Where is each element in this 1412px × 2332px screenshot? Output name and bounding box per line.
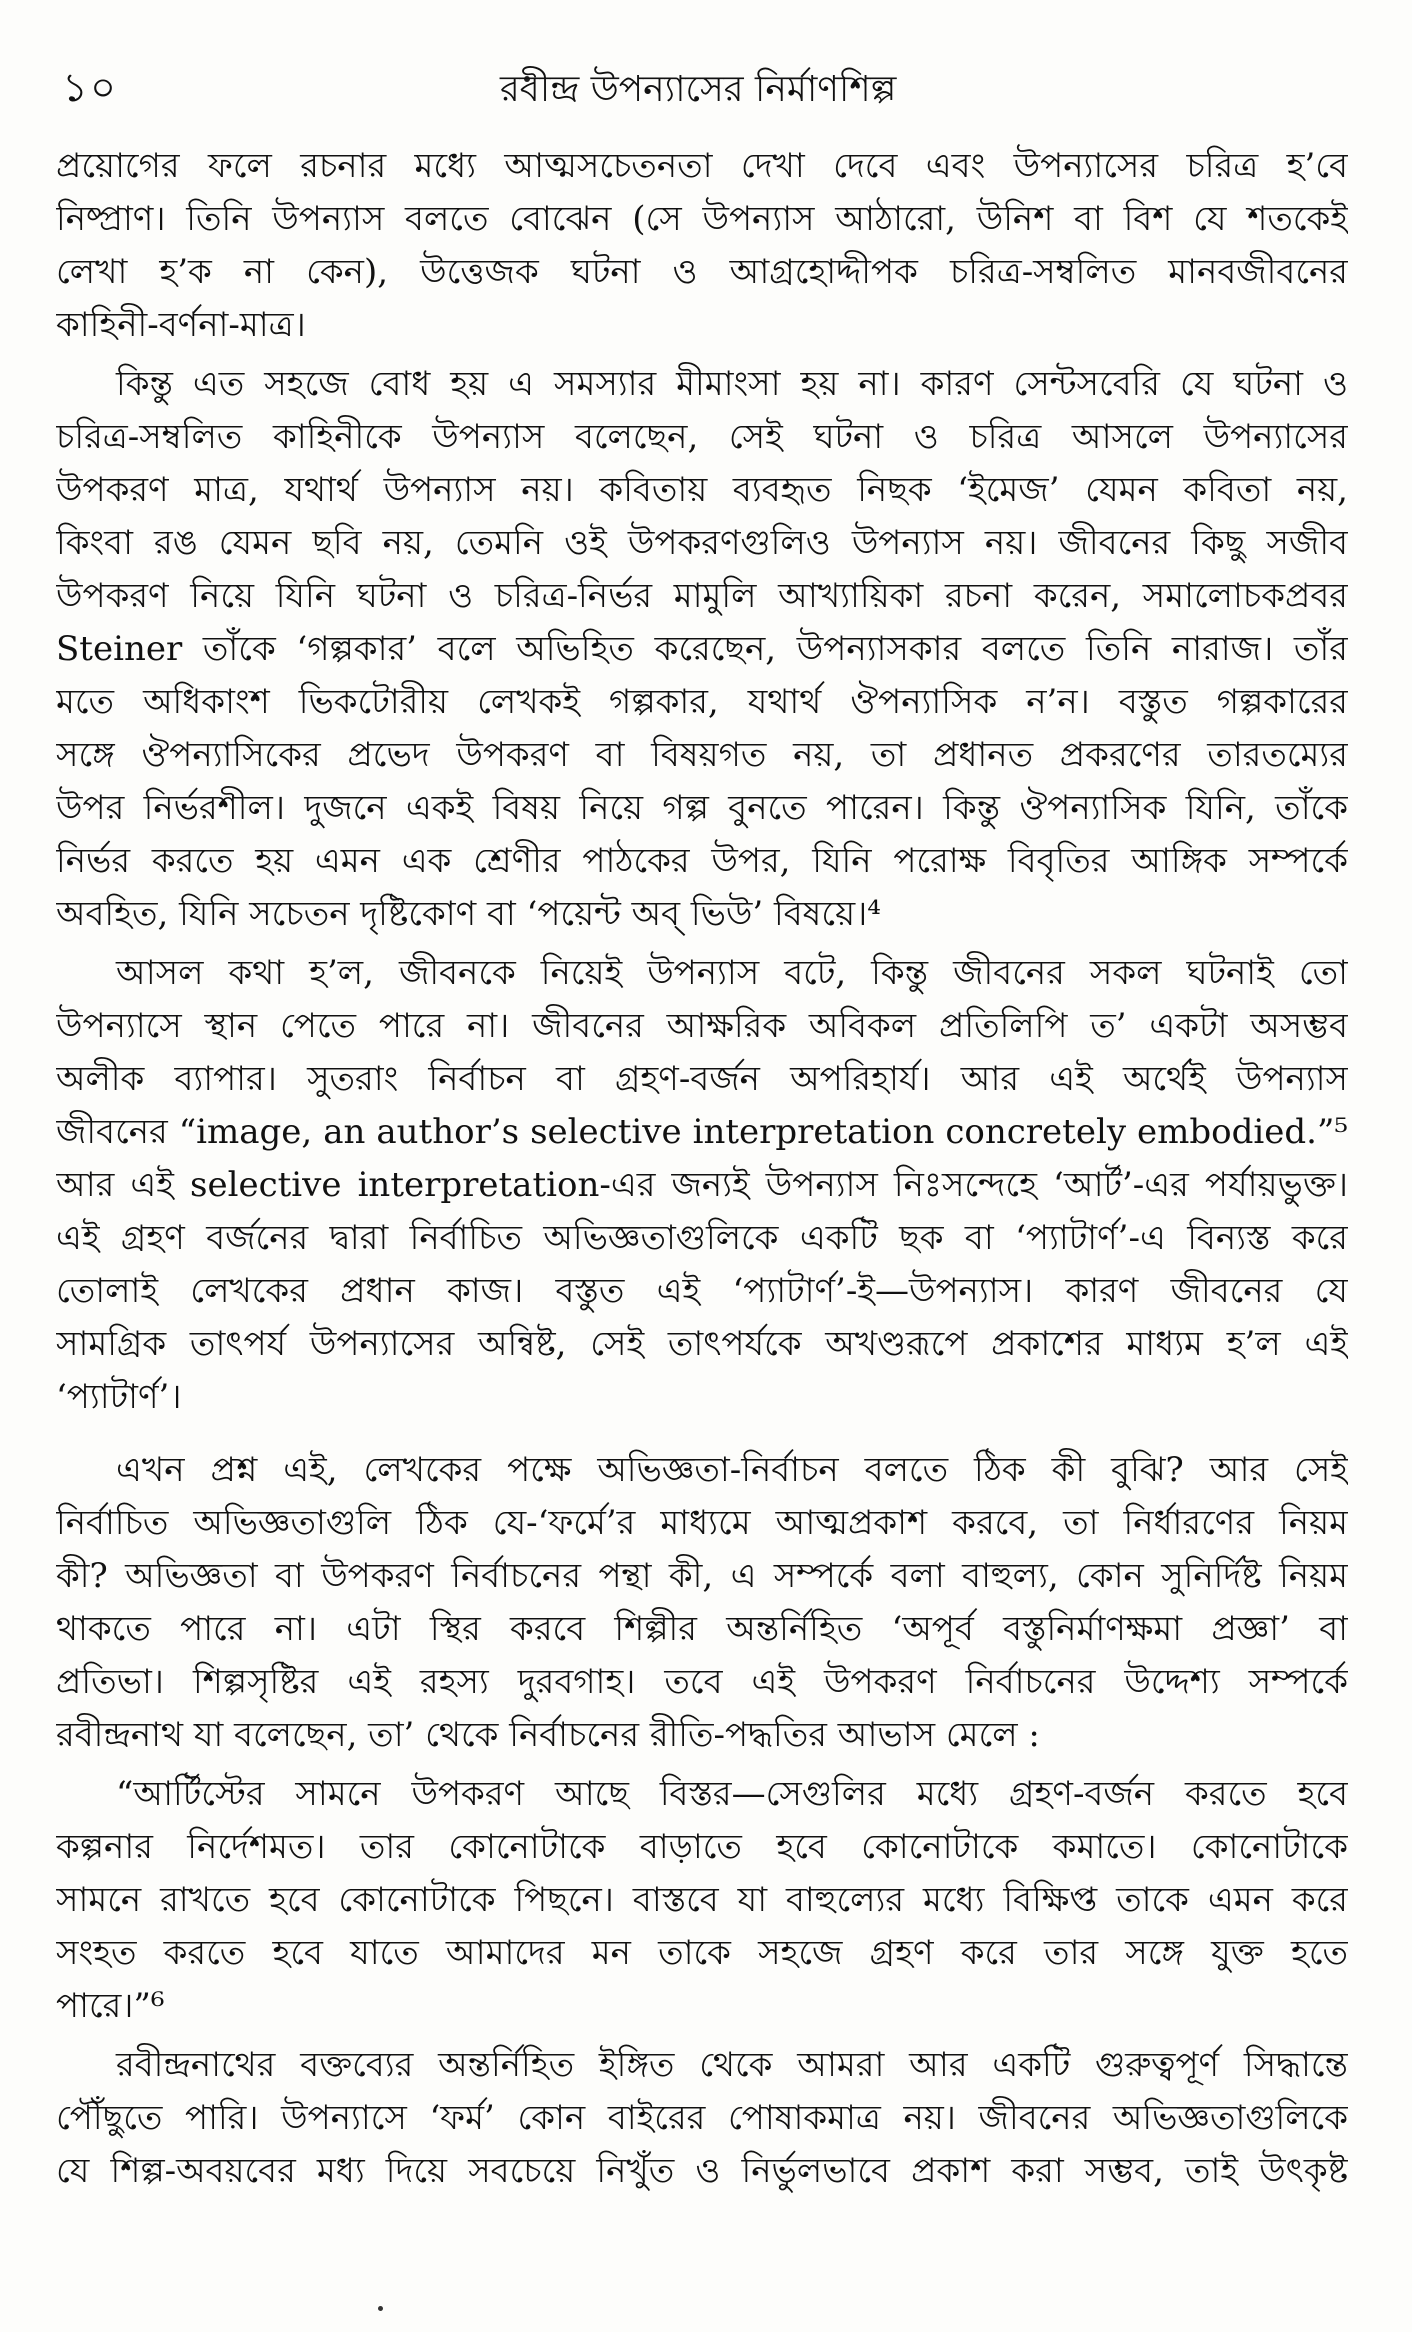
paragraph-1 — [56, 140, 1348, 352]
text-line: লেখা হ’ক না কেন), উত্তেজক ঘটনা ও আগ্রহোদ্দীপক চরিত্র-সম্বলিত মানবজীবনের — [56, 252, 1348, 292]
text-line: কাহিনী-বর্ণনা-মাত্র। — [56, 305, 306, 345]
text-line: জীবনের “image, an author’s selective interpretation concretely embodied.”⁵ — [56, 1112, 1348, 1152]
text-line: মতে অধিকাংশ ভিকটোরীয় লেখকই গল্পকার, যথার্থ ঔপন্যাসিক ন’ন। বস্তুত গল্পকারের — [56, 682, 1348, 722]
text-line: কী? অভিজ্ঞতা বা উপকরণ নির্বাচনের পন্থা কী, এ সম্পর্কে বলা বাহুল্য, কোন সুনির্দিষ্ট নিয়ম — [56, 1556, 1348, 1596]
footer-dot — [378, 2306, 383, 2311]
paragraph-3 — [56, 947, 1348, 1424]
text-line: রবীন্দ্রনাথ যা বলেছেন, তা’ থেকে নির্বাচনের রীতি-পদ্ধতির আভাস মেলে : — [56, 1715, 1040, 1755]
text-line: কিংবা রঙ যেমন ছবি নয়, তেমনি ওই উপকরণগুলিও উপন্যাস নয়। জীবনের কিছু সজীব — [56, 523, 1348, 563]
text-line: কল্পনার নির্দেশমত। তার কোনোটাকে বাড়াতে হবে কোনোটাকে কমাতে। কোনোটাকে — [56, 1827, 1348, 1867]
text-line: যে শিল্প-অবয়বের মধ্য দিয়ে সবচেয়ে নিখুঁত ও নির্ভুলভাবে প্রকাশ করা সম্ভব, তাই উৎকৃষ্ট — [56, 2151, 1348, 2191]
text-line: প্রতিভা। শিল্পসৃষ্টির এই রহস্য দুরবগাহ। তবে এই উপকরণ নির্বাচনের উদ্দেশ্য সম্পর্কে — [56, 1662, 1348, 1702]
text-line: Steiner তাঁকে ‘গল্পকার’ বলে অভিহিত করেছেন, উপন্যাসকার বলতে তিনি নারাজ। তাঁর — [56, 629, 1348, 669]
text-line: তোলাই লেখকের প্রধান কাজ। বস্তুত এই ‘প্যাটার্ণ’-ই—উপন্যাস। কারণ জীবনের যে — [56, 1271, 1348, 1311]
running-title: রবীন্দ্র উপন্যাসের নির্মাণশিল্প — [500, 69, 897, 110]
text-line: “আর্টিস্টের সামনে উপকরণ আছে বিস্তর—সেগুলির মধ্যে গ্রহণ-বর্জন করতে হবে — [116, 1774, 1348, 1814]
paragraph-gap — [56, 1430, 1348, 1444]
text-line: সঙ্গে ঔপন্যাসিকের প্রভেদ উপকরণ বা বিষয়গত নয়, তা প্রধানত প্রকরণের তারতম্যের — [56, 735, 1348, 775]
text-line: অবহিত, যিনি সচেতন দৃষ্টিকোণ বা ‘পয়েন্ট অব্ ভিউ’ বিষয়ে।⁴ — [56, 894, 881, 934]
text-line: সামগ্রিক তাৎপর্য উপন্যাসের অন্বিষ্ট, সেই তাৎপর্যকে অখণ্ডরূপে প্রকাশের মাধ্যম হ’ল এই — [56, 1324, 1348, 1364]
text-line: পারে।”⁶ — [56, 1986, 165, 2026]
text-line: থাকতে পারে না। এটা স্থির করবে শিল্পীর অন্তর্নিহিত ‘অপূর্ব বস্তুনির্মাণক্ষমা প্রজ্ঞা’ বা — [56, 1609, 1348, 1649]
body-text — [56, 140, 1348, 2204]
text-line: এই গ্রহণ বর্জনের দ্বারা নির্বাচিত অভিজ্ঞতাগুলিকে একটি ছক বা ‘প্যাটার্ণ’-এ বিন্যস্ত করে — [56, 1218, 1348, 1258]
text-line: এখন প্রশ্ন এই, লেখকের পক্ষে অভিজ্ঞতা-নির্বাচন বলতে ঠিক কী বুঝি? আর সেই — [116, 1450, 1348, 1490]
text-line: চরিত্র-সম্বলিত কাহিনীকে উপন্যাস বলেছেন, সেই ঘটনা ও চরিত্র আসলে উপন্যাসের — [56, 417, 1348, 457]
text-line: উপকরণ নিয়ে যিনি ঘটনা ও চরিত্র-নির্ভর মামুলি আখ্যায়িকা রচনা করেন, সমালোচকপ্রবর — [56, 576, 1348, 616]
page-number: ১০ — [62, 65, 118, 111]
text-line: উপন্যাসে স্থান পেতে পারে না। জীবনের আক্ষরিক অবিকল প্রতিলিপি ত’ একটা অসম্ভব — [56, 1006, 1348, 1046]
text-line: প্রয়োগের ফলে রচনার মধ্যে আত্মসচেতনতা দেখা দেবে এবং উপন্যাসের চরিত্র হ’বে — [56, 146, 1348, 186]
text-line: রবীন্দ্রনাথের বক্তব্যের অন্তর্নিহিত ইঙ্গিত থেকে আমরা আর একটি গুরুত্বপূর্ণ সিদ্ধান্তে — [116, 2045, 1348, 2085]
text-line: নির্ভর করতে হয় এমন এক শ্রেণীর পাঠকের উপর, যিনি পরোক্ষ বিবৃতির আঙ্গিক সম্পর্কে — [56, 841, 1348, 881]
text-line: সামনে রাখতে হবে কোনোটাকে পিছনে। বাস্তবে যা বাহুল্যের মধ্যে বিক্ষিপ্ত তাকে এমন করে — [56, 1880, 1348, 1920]
block-quote — [56, 1768, 1348, 2033]
text-line: কিন্তু এত সহজে বোধ হয় এ সমস্যার মীমাংসা হয় না। কারণ সেন্টসবেরি যে ঘটনা ও — [116, 364, 1348, 404]
text-line: নির্বাচিত অভিজ্ঞতাগুলি ঠিক যে-‘ফর্মে’র মাধ্যমে আত্মপ্রকাশ করবে, তা নির্ধারণের নিয়ম — [56, 1503, 1348, 1543]
text-line: ‘প্যাটার্ণ’। — [56, 1377, 182, 1417]
text-line: অলীক ব্যাপার। সুতরাং নির্বাচন বা গ্রহণ-বর্জন অপরিহার্য। আর এই অর্থেই উপন্যাস — [56, 1059, 1348, 1099]
text-line: উপকরণ মাত্র, যথার্থ উপন্যাস নয়। কবিতায় ব্যবহৃত নিছক ‘ইমেজ’ যেমন কবিতা নয়, — [56, 470, 1348, 510]
text-line: পৌঁছুতে পারি। উপন্যাসে ‘ফর্ম’ কোন বাইরের পোষাকমাত্র নয়। জীবনের অভিজ্ঞতাগুলিকে — [56, 2098, 1348, 2138]
text-line: আর এই selective interpretation-এর জন্যই উপন্যাস নিঃসন্দেহে ‘আর্ট’-এর পর্যায়ভুক্ত। — [56, 1165, 1348, 1205]
text-line: আসল কথা হ’ল, জীবনকে নিয়েই উপন্যাস বটে, কিন্তু জীবনের সকল ঘটনাই তো — [116, 953, 1348, 993]
text-line: উপর নির্ভরশীল। দুজনে একই বিষয় নিয়ে গল্প বুনতে পারেন। কিন্তু ঔপন্যাসিক যিনি, তাঁকে — [56, 788, 1348, 828]
paragraph-2 — [56, 358, 1348, 941]
paragraph-6 — [56, 2039, 1348, 2198]
page-header — [0, 58, 1412, 128]
text-line: নিষ্প্রাণ। তিনি উপন্যাস বলতে বোঝেন (সে উপন্যাস আঠারো, উনিশ বা বিশ যে শতকেই — [56, 199, 1348, 239]
paragraph-4 — [56, 1444, 1348, 1762]
text-line: সংহত করতে হবে যাতে আমাদের মন তাকে সহজে গ্রহণ করে তার সঙ্গে যুক্ত হতে — [56, 1933, 1348, 1973]
